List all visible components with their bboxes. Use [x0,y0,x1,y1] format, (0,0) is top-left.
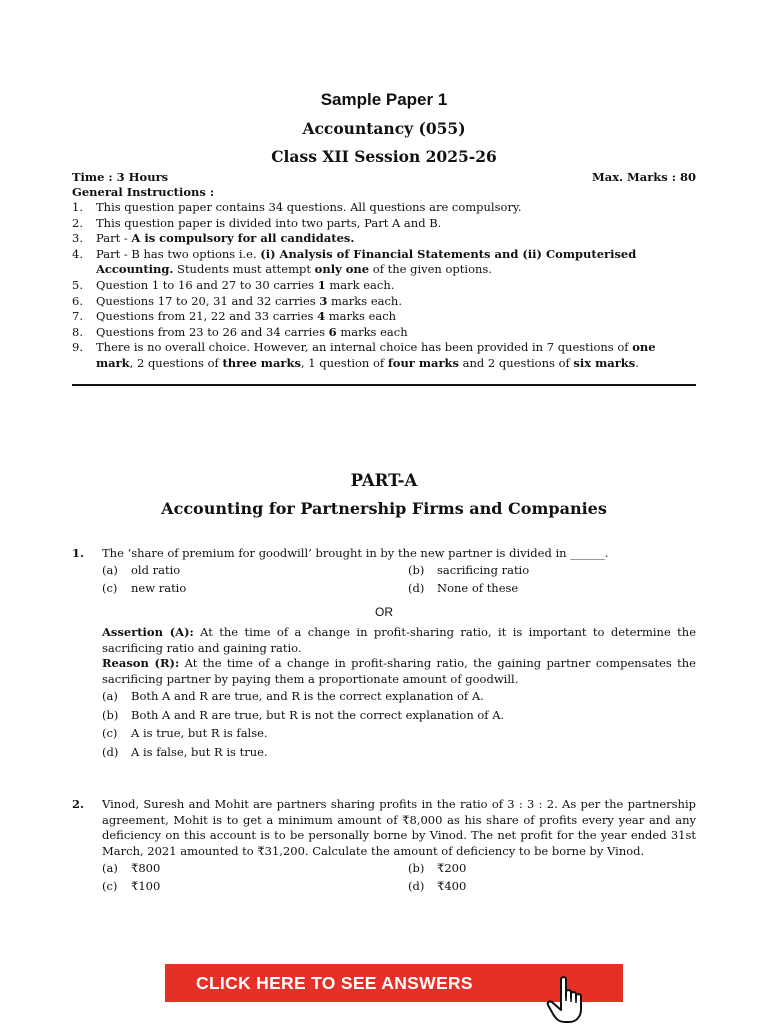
instruction-text [96,278,696,294]
instruction-emphasis: 1 [317,277,326,292]
general-instructions-heading: General Instructions : [72,185,215,199]
instruction-number: 7. [72,309,83,324]
option-label: (a) [102,689,118,704]
option-text: A is false, but R is true. [131,744,268,759]
option-text: ₹200 [437,861,467,876]
instruction-run: . [635,355,639,370]
instruction-emphasis: 3 [319,293,328,308]
session-title: Class XII Session 2025-26 [271,147,497,166]
instruction-item [72,278,696,294]
instruction-run: marks each [336,324,408,339]
option-d [408,877,696,895]
option-label: (b) [408,563,425,578]
instruction-run: This question paper contains 34 questions. All questions are compulsory. [96,200,522,214]
question-paper [72,88,696,895]
question-text: The ‘share of premium for goodwill’ brought in by the new partner is divided in ______. [102,545,609,560]
instruction-text [96,247,696,278]
instruction-run: Questions from 23 to 26 and 34 carries [96,324,329,339]
instruction-item [72,309,696,325]
reason-label: Reason (R): [102,656,180,671]
instruction-emphasis: one mark [96,340,656,370]
option-text: ₹400 [437,879,467,894]
assertion-label: Assertion (A): [102,625,194,640]
instruction-emphasis: four marks [387,355,459,370]
paper-title: Sample Paper 1 [320,90,448,109]
instruction-text [96,340,696,371]
instruction-number: 2. [72,215,83,230]
instruction-run: marks each. [327,293,402,308]
option-text: old ratio [131,563,181,578]
instruction-run: Question 1 to 16 and 27 to 30 carries [96,277,318,292]
option-b [408,859,696,877]
ar-option-b [102,706,696,725]
option-d [408,579,696,597]
instruction-run: This question paper is divided into two parts, Part A and B. [96,215,442,230]
option-label: (c) [102,879,118,894]
option-text: sacrificing ratio [437,563,530,578]
time-allowed: Time : 3 Hours [72,170,169,184]
option-label: (c) [102,581,118,596]
option-label: (b) [408,861,425,876]
instruction-run: There is no overall choice. However, an internal choice has been provided in 7 questions of [96,340,633,355]
instruction-item [72,325,696,341]
assertion-text: At the time of a change in profit-sharing ratio, it is important to determine the sacrificing ratio and gaining ratio. [102,625,696,655]
instruction-run: and 2 questions of [459,355,574,370]
instruction-text [96,325,696,341]
instruction-emphasis: six marks [573,355,636,370]
instruction-emphasis: A is compulsory for all candidates. [131,231,355,246]
instruction-run: , 1 question of [300,355,388,370]
option-label: (d) [408,879,425,894]
option-a [102,561,408,579]
assertion-options [102,687,696,761]
instruction-item [72,216,696,232]
instruction-run: , 2 questions of [129,355,223,370]
question-number: 2. [72,797,85,812]
option-text: new ratio [131,581,187,596]
assertion [102,625,696,656]
ar-option-c [102,724,696,743]
see-answers-label: CLICK HERE TO SEE ANSWERS [196,973,473,993]
instruction-item [72,231,696,247]
ar-option-d [102,743,696,762]
pointing-hand-icon [545,975,591,1025]
instruction-emphasis: 4 [317,309,326,324]
instruction-number: 6. [72,293,83,308]
subject-title: Accountancy (055) [302,119,466,138]
instruction-item [72,294,696,310]
instruction-number: 1. [72,200,83,214]
instruction-number: 8. [72,324,83,339]
option-label: (d) [102,744,119,759]
instructions-list [72,200,696,372]
instruction-run: marks each [325,309,397,324]
reason [102,656,696,687]
option-text: A is true, but R is false. [131,726,268,741]
question-1 [72,546,696,762]
section-divider [72,384,696,386]
options-grid [102,561,696,597]
option-label: (b) [102,707,119,722]
instruction-run: of the given options. [369,262,492,277]
instruction-run: Part - B has two options i.e. [96,246,261,261]
instruction-run: mark each. [325,277,395,292]
instruction-text [96,309,696,325]
instruction-emphasis: only one [314,262,370,277]
ar-option-a [102,687,696,706]
option-a [102,859,408,877]
question-number: 1. [72,545,85,560]
option-label: (a) [102,563,118,578]
option-text: Both A and R are true, but R is not the correct explanation of A. [131,707,505,722]
instruction-number: 3. [72,231,83,246]
option-text: None of these [437,581,519,596]
instruction-emphasis: (i) Analysis of Financial Statements and (ii) Computerised Accounting. [96,246,637,277]
instruction-text [96,200,696,216]
part-heading: PART-A [350,470,418,490]
max-marks: Max. Marks : 80 [592,170,696,184]
instruction-text [96,231,696,247]
option-text: ₹100 [131,879,161,894]
instruction-run: Students must attempt [173,262,315,277]
part-subheading: Accounting for Partnership Firms and Companies [161,498,607,518]
option-c [102,579,408,597]
question-text: Vinod, Suresh and Mohit are partners sharing profits in the ratio of 3 : 3 : 2. As per the partnership agreement, Mohit is to get a minimum amount of ₹8,000 as his share of profits every year and any deficiency on this account is to be personally borne by Vinod. The net profit for the year ended 31st March, 2021 amounted to ₹31,200. Calculate the amount of deficiency to be borne by Vinod. [102,797,696,858]
instruction-emphasis: 6 [328,324,337,339]
option-c [102,877,408,895]
instruction-number: 9. [72,340,83,355]
option-label: (a) [102,861,118,876]
option-text: Both A and R are true, and R is the correct explanation of A. [131,689,484,704]
instruction-number: 5. [72,277,83,292]
instruction-emphasis: three marks [222,355,301,370]
options-grid [102,859,696,895]
instruction-text [96,294,696,310]
question-2 [72,797,696,895]
instruction-run: Part - [96,231,132,246]
instruction-item [72,340,696,371]
instruction-text [96,216,696,232]
paper-meta [72,169,696,185]
option-label: (c) [102,726,118,741]
option-text: ₹800 [131,861,161,876]
or-separator: OR [375,605,393,620]
instruction-item [72,200,696,216]
option-label: (d) [408,581,425,596]
instruction-item [72,247,696,278]
instruction-run: Questions 17 to 20, 31 and 32 carries [96,293,320,308]
option-b [408,561,696,579]
instruction-run: Questions from 21, 22 and 33 carries [96,309,318,324]
reason-text: At the time of a change in profit-sharing ratio, the gaining partner compensates the sacrificing partner by paying them a proportionate amount of goodwill. [102,656,696,686]
instruction-number: 4. [72,246,83,261]
